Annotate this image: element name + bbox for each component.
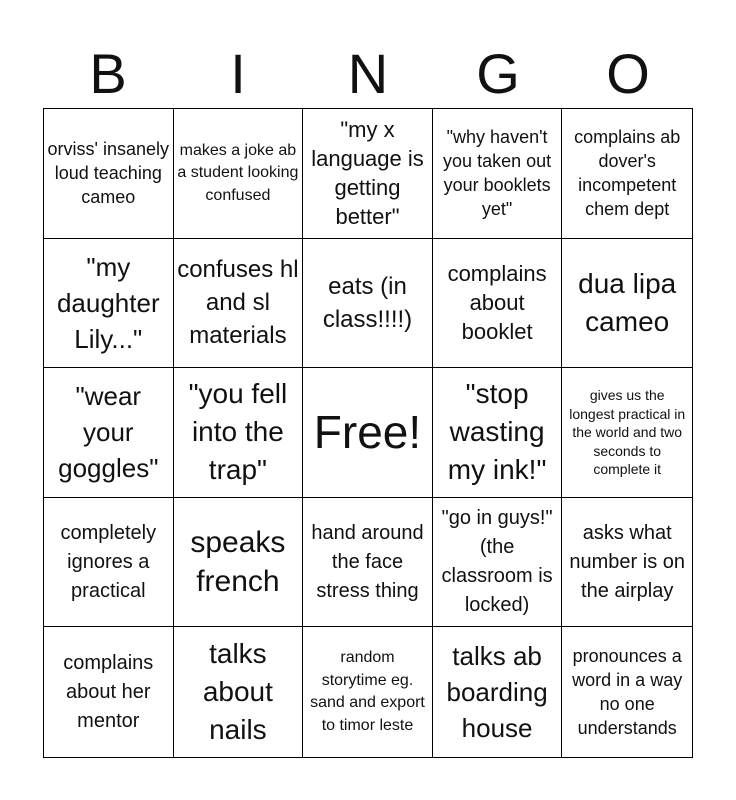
bingo-cell-text: confuses hl and sl materials (177, 256, 299, 350)
bingo-cell-1-2[interactable] (174, 109, 304, 239)
bingo-cell-4-1[interactable] (44, 498, 174, 628)
bingo-header (43, 40, 693, 108)
bingo-cell-text: "why haven't you taken out your booklets yet" (443, 127, 552, 220)
bingo-cell-4-5[interactable] (562, 498, 692, 628)
bingo-cell-3-5[interactable] (562, 368, 692, 498)
bingo-cell-5-3[interactable] (303, 627, 433, 757)
bingo-cell-1-1[interactable] (44, 109, 174, 239)
header-letter-g: G (476, 42, 520, 105)
bingo-cell-text: "go in guys!" (the classroom is locked) (441, 507, 553, 617)
header-letter-o: O (606, 42, 650, 105)
bingo-cell-2-1[interactable] (44, 239, 174, 369)
bingo-cell-2-5[interactable] (562, 239, 692, 369)
bingo-cell-text: complains about booklet (447, 261, 547, 345)
bingo-cell-text: dua lipa cameo (578, 267, 677, 337)
bingo-cell-4-3[interactable] (303, 498, 433, 628)
bingo-cell-text: talks about nails (202, 638, 273, 746)
bingo-cell-text: complains ab dover's incompetent chem dept (574, 127, 681, 220)
bingo-cell-text: completely ignores a practical (60, 521, 157, 602)
bingo-cell-text: hand around the face stress thing (311, 521, 424, 602)
bingo-cell-1-5[interactable] (562, 109, 692, 239)
header-letter-n: N (347, 42, 389, 105)
bingo-cell-text: eats (in class!!!!) (322, 272, 413, 333)
bingo-cell-text: talks ab boarding house (446, 641, 548, 744)
bingo-cell-3-1[interactable] (44, 368, 174, 498)
header-letter-b: B (89, 42, 127, 105)
bingo-cell-4-4[interactable] (433, 498, 563, 628)
header-letter-i: I (230, 42, 246, 105)
bingo-cell-5-1[interactable] (44, 627, 174, 757)
bingo-cell-text: "wear your goggles" (58, 381, 159, 484)
bingo-cell-text: speaks french (190, 526, 286, 599)
bingo-cell-2-2[interactable] (174, 239, 304, 369)
bingo-board (43, 108, 693, 758)
bingo-cell-5-5[interactable] (562, 627, 692, 757)
bingo-cell-text: makes a joke ab a student looking confused (177, 141, 299, 204)
bingo-cell-text: complains about her mentor (63, 651, 154, 732)
bingo-cell-text: "my x language is getting better" (311, 117, 424, 230)
bingo-cell-text: gives us the longest practical in the world and two seconds to complete it (569, 387, 686, 478)
bingo-free-space[interactable] (303, 368, 433, 498)
bingo-cell-3-2[interactable] (174, 368, 304, 498)
bingo-cell-text: orviss' insanely loud teaching cameo (47, 139, 170, 208)
bingo-cell-text: asks what number is on the airplay (569, 521, 685, 602)
bingo-cell-text: random storytime eg. sand and export to timor leste (310, 649, 425, 734)
bingo-cell-text: "stop wasting my ink!" (447, 378, 547, 486)
bingo-cell-2-4[interactable] (433, 239, 563, 369)
bingo-cell-5-4[interactable] (433, 627, 563, 757)
free-space-text: Free! (313, 406, 422, 459)
bingo-cell-text: "you fell into the trap" (188, 378, 288, 486)
bingo-cell-3-4[interactable] (433, 368, 563, 498)
bingo-cell-text: "my daughter Lily..." (56, 251, 160, 354)
bingo-cell-2-3[interactable] (303, 239, 433, 369)
bingo-cell-text: pronounces a word in a way no one understands (572, 646, 683, 739)
bingo-cell-5-2[interactable] (174, 627, 304, 757)
bingo-cell-1-4[interactable] (433, 109, 563, 239)
bingo-cell-4-2[interactable] (174, 498, 304, 628)
bingo-cell-1-3[interactable] (303, 109, 433, 239)
